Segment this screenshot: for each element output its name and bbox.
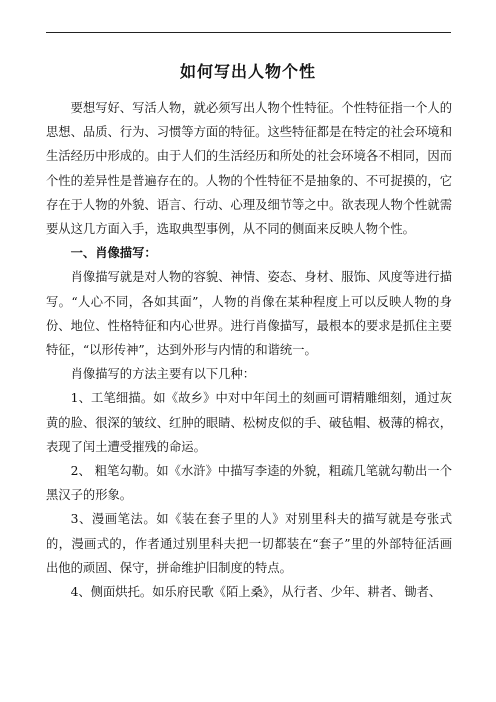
document-title: 如何写出人物个性: [179, 62, 316, 81]
intro-paragraph: 要想写好、写活人物，就必须写出人物个性特征。个性特征指一个人的思想、品质、行为、习惯等方面的特征。这些特征都是在特定的社会环境和生活经历中形成的。由于人们的生活经历和所处的社会环境各不相同，因而个性的差异性是普遍存在的。人物的个性特征不是抽象的、不可捉摸的，它存在于人物的外貌、语言、行动、心理及细节等之中。欲表现人物个性就需要从这几方面入手，选取典型事例，从不同的侧面来反映人物个性。: [46, 101, 452, 237]
header-rule: [46, 32, 451, 33]
method-item-4: 4、侧面烘托。如乐府民歌《陌上桑》，从行者、少年、耕者、锄者、: [70, 585, 442, 600]
section-intro: 肖像描写就是对人物的容貌、神情、姿态、身材、服饰、风度等进行描写。“人心不同，各如其面”，人物的肖像在某种程度上可以反映人物的身份、地位、性格特征和内心世界。进行肖像描写，最根本的要求是抓住主要特征，“以形传神”，达到外形与内情的和谐统一。: [46, 270, 452, 358]
method-item-1: 1、工笔细描。如《故乡》中对中年闰土的刻画可谓精雕细刻，通过灰黄的脸、很深的皱纹、红肿的眼睛、松树皮似的手、破毡帽、极薄的棉衣，表现了闰土遭受摧残的命运。: [46, 391, 452, 454]
method-item-2: 2、 粗笔勾勒。如《水浒》中描写李逵的外貌，粗疏几笔就勾勒出一个黑汉子的形象。: [46, 464, 452, 503]
document-body: [46, 96, 452, 604]
section-heading: 一、肖像描写：: [70, 246, 157, 261]
method-item-3: 3、漫画笔法。如《装在套子里的人》对别里科夫的描写就是夸张式的，漫画式的，作者通过别里科夫把一切都装在“套子”里的外部特征活画出他的顽固、保守，拼命维护旧制度的特点。: [46, 512, 452, 575]
methods-intro: 肖像描写的方法主要有以下几种：: [70, 367, 256, 382]
